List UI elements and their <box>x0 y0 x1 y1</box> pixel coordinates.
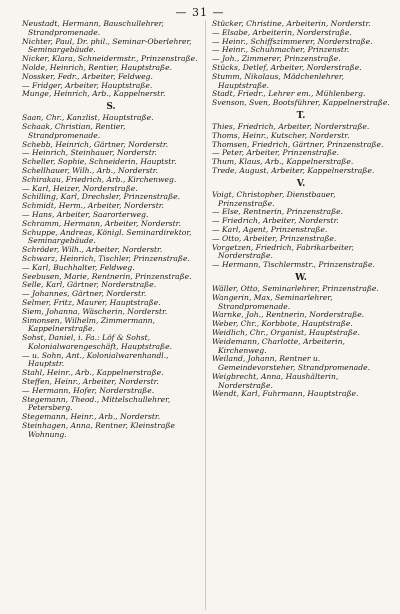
directory-entry: Steinhagen, Anna, Rentner, Kleinstraße Wohnung. <box>22 421 175 439</box>
directory-entry: Munge, Heinrich, Arb., Kappelnerstr. <box>22 89 166 99</box>
directory-entry: Nicker, Klara, Schneidermstr., Prinzenstraße. <box>22 54 198 64</box>
directory-entry: — Hermann, Hofer, Norderstraße. <box>22 385 155 395</box>
directory-entry: — Heinr., Schuhmacher, Prinzenstr. <box>212 45 350 55</box>
column-divider <box>205 20 206 610</box>
directory-entry: Siem, Johanna, Wäscherin, Norderstr. <box>22 306 168 316</box>
directory-entry: Warnke, Joh., Rentnerin, Norderstraße. <box>212 310 365 320</box>
directory-entry: Thies, Friedrich, Arbeiter, Norderstraße. <box>212 121 370 131</box>
directory-entry: Stegemann, Heinr., Arb., Norderstr. <box>22 412 161 422</box>
directory-entry: — Friedrich, Arbeiter, Norderstr. <box>212 216 339 226</box>
directory-entry: Schaak, Christian, Rentier, Strandpromenade. <box>22 121 126 140</box>
directory-entry: Nossker, Fedr., Arbeiter, Feldweg. <box>22 71 153 81</box>
directory-entry: — u. Sohn, Ant., Kolonialwarenhandl., Hauptstr. <box>22 350 169 369</box>
directory-entry: Thoms, Heinr., Kutscher, Norderstr. <box>212 130 350 140</box>
directory-entry: Stegemann, Theod., Mittelschullehrer, Petersberg. <box>22 394 171 413</box>
directory-entry: Thum, Klaus, Arb., Kappelnerstraße. <box>212 157 354 167</box>
directory-entry: — Heinr., Schiffszimmerer, Norderstraße. <box>212 36 373 46</box>
directory-entry: Stadt, Friedr., Lehrer em., Mühlenberg. <box>212 89 366 99</box>
directory-entry: — Johannes, Gärtner, Norderstr. <box>22 289 147 299</box>
letter-heading: W. <box>295 272 307 283</box>
directory-entry: Nichter, Paul, Dr. phil., Seminar-Oberlehrer, Seminargebäude. <box>22 36 192 55</box>
directory-entry: Saan, Chr., Kanzlist, Hauptstraße. <box>22 113 154 123</box>
directory-entry: Weidlich, Chr., Organist, Hauptstraße. <box>212 327 360 337</box>
letter-heading: V. <box>296 178 306 189</box>
page-number: — 31 — <box>175 6 225 19</box>
letter-heading: S. <box>106 102 116 113</box>
directory-entry: Schirakau, Friedrich, Arb., Kirchenweg. <box>22 174 177 184</box>
directory-entry: Stumm, Nikolaus, Mädchenlehrer, Hauptstraße. <box>212 71 345 90</box>
directory-entry: Weber, Chr., Korbbote, Hauptstraße. <box>212 319 353 329</box>
right-column <box>212 20 390 399</box>
directory-entry: — Joh., Zimmerer, Prinzenstraße. <box>212 54 341 64</box>
directory-entry: Schröder, Wilh., Arbeiter, Norderstr. <box>22 245 163 255</box>
directory-entry: Weiland, Johann, Rentner u. Gemeindevorsteher, Strandpromenade. <box>212 354 370 373</box>
directory-entry: — Elsabe, Arbeiterin, Norderstraße. <box>212 27 352 37</box>
directory-entry: Selle, Karl, Gärtner, Norderstraße. <box>22 280 157 290</box>
directory-entry: Stücks, Detlef, Arbeiter, Norderstraße. <box>212 62 362 72</box>
left-column <box>22 20 200 440</box>
directory-entry: Selmer, Fritz, Maurer, Hauptstraße. <box>22 297 161 307</box>
directory-entry: Neustadt, Hermann, Bauschullehrer, Strandpromenade. <box>22 19 164 37</box>
directory-entry: Wendt, Karl, Fuhrmann, Hauptstraße. <box>212 389 359 399</box>
directory-entry: Schramm, Hermann, Arbeiter, Norderstr. <box>22 218 181 228</box>
directory-entry: Simonsen, Wilhelm, Zimmermann, Kappelnerstraße. <box>22 315 155 334</box>
directory-entry: — Peter, Arbeiter, Prinzenstraße. <box>212 148 340 158</box>
directory-entry: Vorgetzen, Friedrich, Fabrikarbeiter, Norderstraße. <box>212 242 354 261</box>
directory-entry: — Else, Rentnerin, Prinzenstraße. <box>212 207 344 217</box>
directory-entry: — Otto, Arbeiter, Prinzenstraße. <box>212 233 337 243</box>
directory-entry: Stücker, Christine, Arbeiterin, Norderstr. <box>212 19 371 28</box>
directory-entry: Thomsen, Friedrich, Gärtner, Prinzenstraße. <box>212 139 384 149</box>
directory-entry: Wangerin, Max, Seminarlehrer, Strandpromenade. <box>212 292 333 311</box>
directory-entry: Steffen, Heinr., Arbeiter, Norderstr. <box>22 377 159 387</box>
directory-entry: Schwarz, Heinrich, Tischler, Prinzenstraße. <box>22 253 190 263</box>
letter-heading: T. <box>296 110 306 121</box>
directory-entry: Schuppe, Andreas, Königl. Seminardirektor, Seminargebäude. <box>22 227 192 246</box>
directory-entry: — Fridger, Arbeiter, Hauptstraße. <box>22 80 153 90</box>
directory-entry: Schebb, Heinrich, Gärtner, Norderstr. <box>22 139 169 149</box>
directory-entry: Schmidt, Herm., Arbeiter, Norderstr. <box>22 201 164 211</box>
directory-entry: Weigbrecht, Anna, Haushälterin, Norderstraße. <box>212 371 339 390</box>
directory-entry: — Hans, Arbeiter, Saarorterweg. <box>22 209 149 219</box>
directory-entry: Scheller, Sophie, Schneiderin, Hauptstr. <box>22 157 177 167</box>
directory-entry: Svenson, Sven, Bootsführer, Kappelnerstraße. <box>212 98 390 108</box>
directory-entry: — Karl, Buchhalter, Feldweg. <box>22 262 135 272</box>
directory-entry: Sohst, Daniel, i. Fa.: Löf & Sohst, Kolonialwarengeschäft, Hauptstraße. <box>22 333 173 351</box>
directory-entry: — Karl, Heizer, Norderstraße. <box>22 183 138 193</box>
directory-entry: — Karl, Agent, Prinzenstraße. <box>212 224 328 234</box>
directory-entry: — Heinrich, Steinhauer, Norderstr. <box>22 148 157 158</box>
directory-entry: — Hermann, Tischlermstr., Prinzenstraße. <box>212 260 375 270</box>
directory-entry: Schilling, Karl, Drechsler, Prinzenstraße. <box>22 192 181 202</box>
directory-entry: Trede, August, Arbeiter, Kappelnerstraße. <box>212 165 375 175</box>
directory-entry: Voigt, Christopher, Dienstbauer, Prinzenstraße. <box>212 189 336 208</box>
directory-entry: Weidemann, Charlotte, Arbeiterin, Kirchenweg. <box>212 336 345 355</box>
directory-entry: Stahl, Heinr., Arb., Kappelnerstraße. <box>22 368 164 378</box>
directory-entry: Nolde, Heinrich, Rentier, Hauptstraße. <box>22 62 173 72</box>
directory-entry: Seebusen, Marie, Rentnerin, Prinzenstraße. <box>22 271 192 281</box>
directory-entry: Wäller, Otto, Seminarlehrer, Prinzenstraße. <box>212 283 379 293</box>
directory-entry: Schellhauer, Wilh., Arb., Norderstr. <box>22 165 158 175</box>
